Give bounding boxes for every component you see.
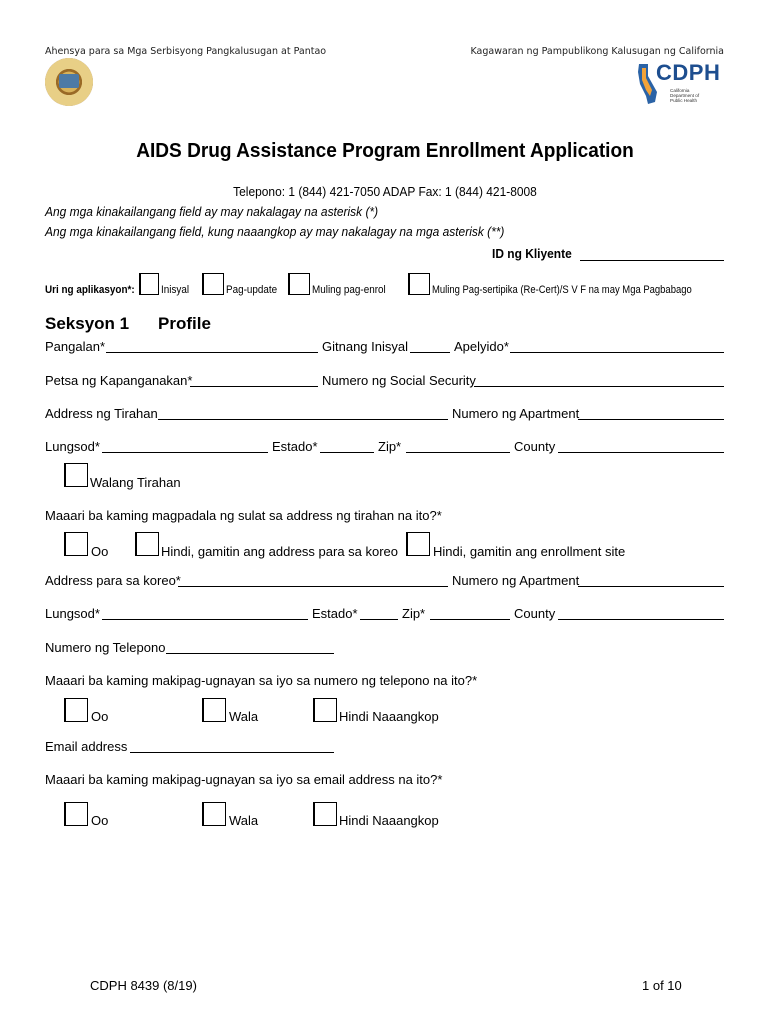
homeless-checkbox[interactable] [64,463,88,487]
app-type-reenroll-checkbox[interactable] [288,273,310,295]
client-id-field[interactable] [580,260,724,261]
app-type-update-checkbox[interactable] [202,273,224,295]
mail-question: Maaari ba kaming magpadala ng sulat sa address ng tirahan na ito?* [45,508,442,523]
apt2-label: Numero ng Apartment [452,573,580,588]
phone-none-label: Wala [229,709,259,724]
state1-label: Estado* [272,439,318,454]
dob-label: Petsa ng Kapanganakan* [45,373,193,388]
middle-initial-field[interactable] [410,352,450,353]
required-note: Ang mga kinakailangang field ay may nakalagay na asterisk (*) [45,204,379,219]
mail-yes-label: Oo [91,544,109,559]
email-question: Maaari ba kaming makipag-ugnayan sa iyo sa email address na ito?* [45,772,443,787]
email-na-label: Hindi Naaangkop [339,813,439,828]
logo-subtext: California Department of Public Health [670,88,700,103]
middle-initial-label: Gitnang Inisyal [322,339,408,354]
mail-yes-checkbox[interactable] [64,532,88,556]
email-none-checkbox[interactable] [202,802,226,826]
county2-field[interactable] [558,619,724,620]
client-id-label: ID ng Kliyente [492,246,572,261]
email-label: Email address [45,739,128,754]
zip1-field[interactable] [406,452,510,453]
page-number: 1 of 10 [642,978,682,993]
email-na-checkbox[interactable] [313,802,337,826]
agency-right: Kagawaran ng Pampublikong Kalusugan ng California [470,46,724,57]
ssn-field[interactable] [474,386,724,387]
city2-label: Lungsod* [45,606,100,621]
conditional-note: Ang mga kinakailangang field, kung naaangkop ay may nakalagay na mga asterisk (**) [45,224,505,239]
logo-text: CDPH [656,60,721,85]
last-name-label: Apelyido* [454,339,509,354]
phone-na-label: Hindi Naaangkop [339,709,439,724]
phone-yes-checkbox[interactable] [64,698,88,722]
mail-no-site-checkbox[interactable] [406,532,430,556]
mail-address-field[interactable] [178,586,448,587]
apt1-field[interactable] [578,419,724,420]
last-name-field[interactable] [510,352,724,353]
app-type-reenroll-label: Muling pag-enrol [312,284,386,296]
mail-no-site-label: Hindi, gamitin ang enrollment site [433,544,626,559]
zip2-label: Zip* [402,606,426,621]
first-name-label: Pangalan* [45,339,105,354]
city1-field[interactable] [102,452,268,453]
agency-left: Ahensya para sa Mga Serbisyong Pangkalusugan at Pantao [45,46,327,57]
contact-line: Telepono: 1 (844) 421-7050 ADAP Fax: 1 (844) 421-8008 [233,184,537,199]
app-type-label: Uri ng aplikasyon*: [45,284,135,296]
cdph-logo [636,60,726,106]
apt1-label: Numero ng Apartment [452,406,580,421]
mail-address-label: Address para sa koreo* [45,573,181,588]
section-name: Profile [158,314,211,333]
form-id: CDPH 8439 (8/19) [90,978,197,993]
zip1-label: Zip* [378,439,402,454]
county1-label: County [514,439,556,454]
county1-field[interactable] [558,452,724,453]
state2-label: Estado* [312,606,358,621]
homeless-label: Walang Tirahan [90,475,181,490]
mail-no-mailing-checkbox[interactable] [135,532,159,556]
city1-label: Lungsod* [45,439,100,454]
email-none-label: Wala [229,813,259,828]
app-type-recert-checkbox[interactable] [408,273,430,295]
state2-field[interactable] [360,619,398,620]
ssn-label: Numero ng Social Security [322,373,476,388]
section-number: Seksyon 1 [45,314,130,333]
app-type-inisyal-label: Inisyal [161,284,190,296]
home-address-field[interactable] [158,419,448,420]
state1-field[interactable] [320,452,374,453]
zip2-field[interactable] [430,619,510,620]
mail-no-mailing-label: Hindi, gamitin ang address para sa koreo [161,544,399,559]
app-type-recert-label: Muling Pag-sertipika (Re-Cert)/S V F na may Mga Pagbabago [432,284,692,296]
first-name-field[interactable] [106,352,318,353]
page-title: AIDS Drug Assistance Program Enrollment Application [136,139,634,162]
phone-none-checkbox[interactable] [202,698,226,722]
phone-label: Numero ng Telepono [45,640,166,655]
city2-field[interactable] [102,619,308,620]
phone-question: Maaari ba kaming makipag-ugnayan sa iyo sa numero ng telepono na ito?* [45,673,478,688]
app-type-update-label: Pag-update [226,284,278,296]
phone-na-checkbox[interactable] [313,698,337,722]
apt2-field[interactable] [578,586,724,587]
email-yes-checkbox[interactable] [64,802,88,826]
dob-field[interactable] [190,386,318,387]
email-field[interactable] [130,752,334,753]
home-address-label: Address ng Tirahan [45,406,158,421]
app-type-inisyal-checkbox[interactable] [139,273,159,295]
county2-label: County [514,606,556,621]
phone-yes-label: Oo [91,709,109,724]
phone-field[interactable] [166,653,334,654]
state-seal-icon [45,58,93,106]
email-yes-label: Oo [91,813,109,828]
